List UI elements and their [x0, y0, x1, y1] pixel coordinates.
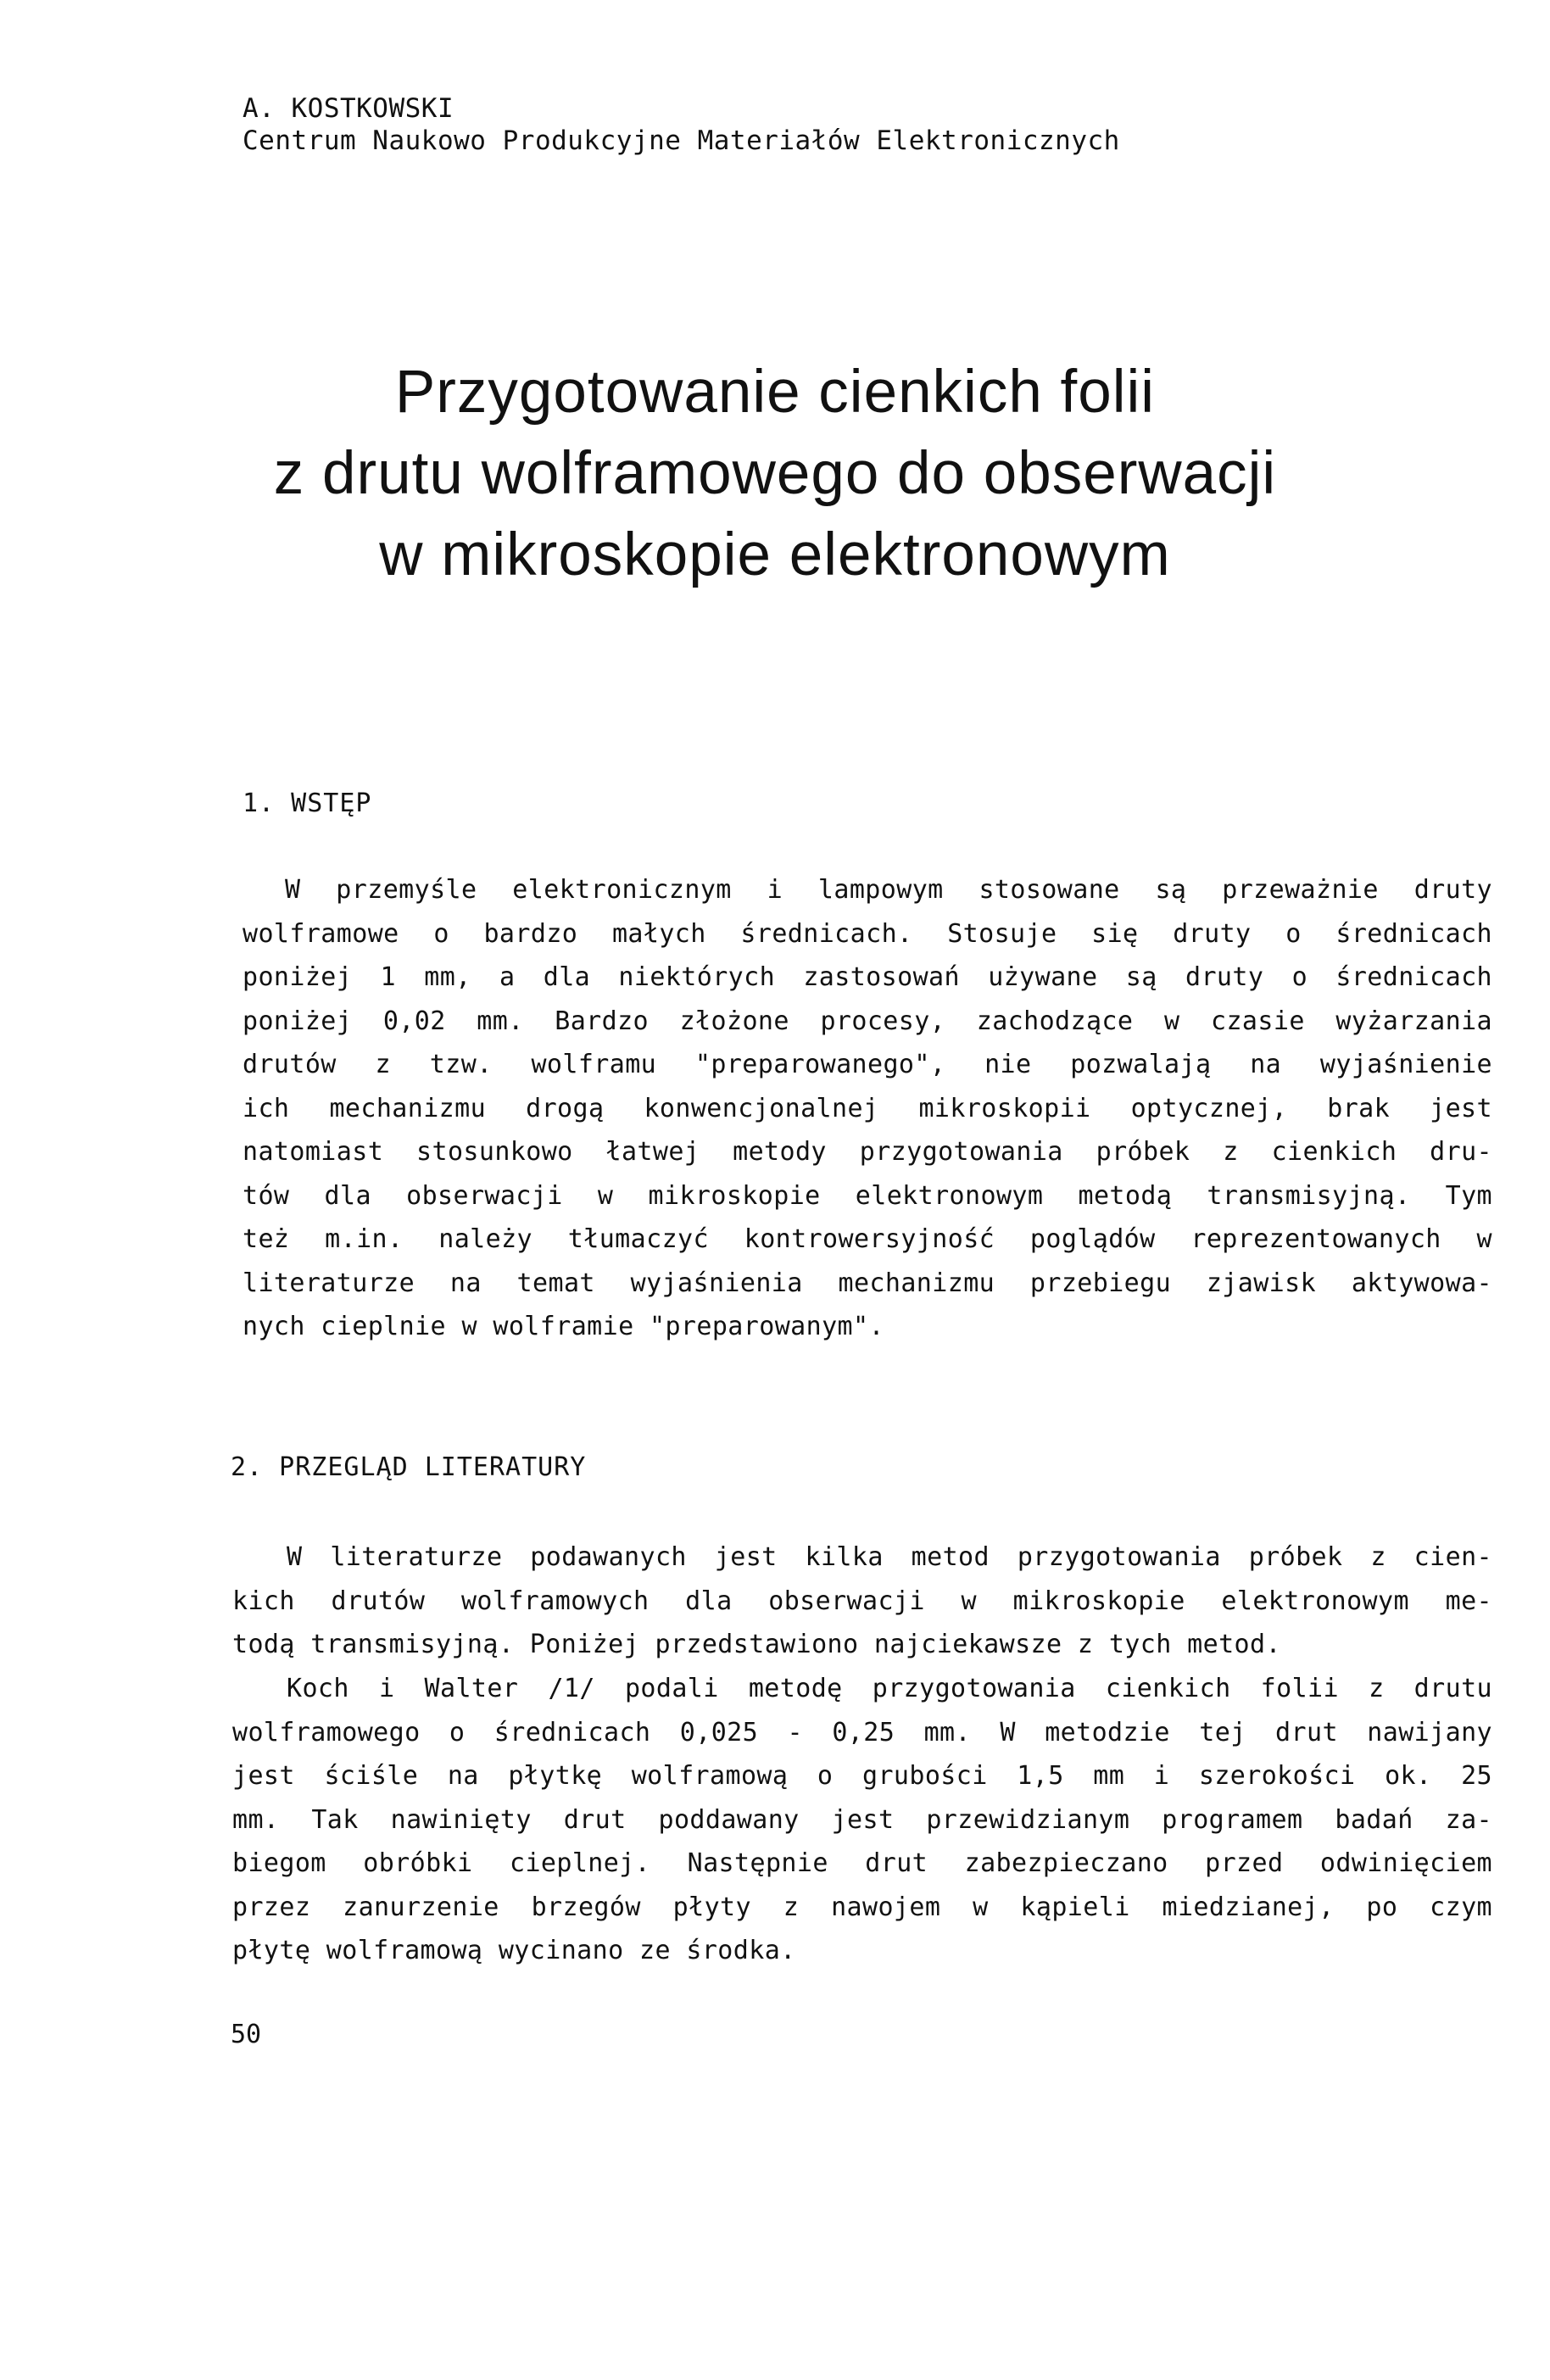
paragraph-line: płytę wolframową wycinano ze środka. [232, 1936, 796, 1965]
paragraph-line: tów dla obserwacji w mikroskopie elektronowym metodą transmisyjną. Tym [243, 1180, 1492, 1211]
paragraph-line: ich mechanizmu drogą konwencjonalnej mikroskopii optycznej, brak jest [243, 1093, 1492, 1123]
paragraph-line: W literaturze podawanych jest kilka metod przygotowania próbek z cien- [287, 1542, 1492, 1572]
paragraph-line: jest ściśle na płytkę wolframową o grubości 1,5 mm i szerokości ok. 25 [232, 1761, 1492, 1791]
paragraph-line: W przemyśle elektronicznym i lampowym stosowane są przeważnie druty [285, 875, 1492, 905]
paragraph-line: wolframowego o średnicach 0,025 - 0,25 mm. W metodzie tej drut nawijany [232, 1717, 1492, 1747]
section-literature-paragraph-1 [232, 1536, 1492, 1667]
paragraph-line: drutów z tzw. wolframu "preparowanego", nie pozwalają na wyjaśnienie [243, 1050, 1492, 1079]
title-line: Przygotowanie cienkich folii [394, 359, 1156, 426]
paragraph-line: poniżej 1 mm, a dla niektórych zastosowań używane są druty o średnicach [243, 962, 1492, 992]
title-line: z drutu wolframowego do obserwacji [273, 440, 1277, 507]
paragraph-line: kich drutów wolframowych dla obserwacji w mikroskopie elektronowym me- [232, 1586, 1492, 1616]
section-heading-introduction: 1. WSTĘP [243, 789, 372, 818]
section-literature-paragraph-2 [232, 1667, 1492, 1973]
paragraph-line: natomiast stosunkowo łatwej metody przygotowania próbek z cienkich dru- [243, 1137, 1492, 1167]
paragraph-line: biegom obróbki cieplnej. Następnie drut zabezpieczano przed odwinięciem [232, 1848, 1492, 1878]
paragraph-line: mm. Tak nawinięty drut poddawany jest przewidzianym programem badań za- [232, 1804, 1492, 1835]
paragraph-line: literaturze na temat wyjaśnienia mechanizmu przebiegu zjawisk aktywowa- [243, 1268, 1492, 1298]
author-name: A. KOSTKOWSKI [243, 93, 454, 124]
page-number: 50 [231, 2020, 262, 2049]
author-affiliation: Centrum Naukowo Produkcyjne Materiałów Elektronicznych [243, 125, 1120, 156]
title-line: w mikroskopie elektronowym [379, 521, 1171, 588]
paragraph-line: todą transmisyjną. Poniżej przedstawiono najciekawsze z tych metod. [232, 1630, 1281, 1659]
paragraph-line: też m.in. należy tłumaczyć kontrowersyjność poglądów reprezentowanych w [243, 1224, 1492, 1254]
paragraph-line: przez zanurzenie brzegów płyty z nawojem w kąpieli miedzianej, po czym [232, 1892, 1492, 1922]
section-heading-literature-review: 2. PRZEGLĄD LITERATURY [231, 1452, 587, 1482]
paragraph-line: wolframowe o bardzo małych średnicach. Stosuje się druty o średnicach [243, 918, 1492, 949]
paragraph-line: Koch i Walter /1/ podali metodę przygotowania cienkich folii z drutu [287, 1674, 1492, 1703]
paragraph-line: poniżej 0,02 mm. Bardzo złożone procesy, zachodzące w czasie wyżarzania [243, 1006, 1492, 1036]
paragraph-line: nych cieplnie w wolframie "preparowanym". [243, 1312, 884, 1341]
section-introduction-paragraph [243, 868, 1492, 1349]
paper-title [127, 352, 1423, 596]
